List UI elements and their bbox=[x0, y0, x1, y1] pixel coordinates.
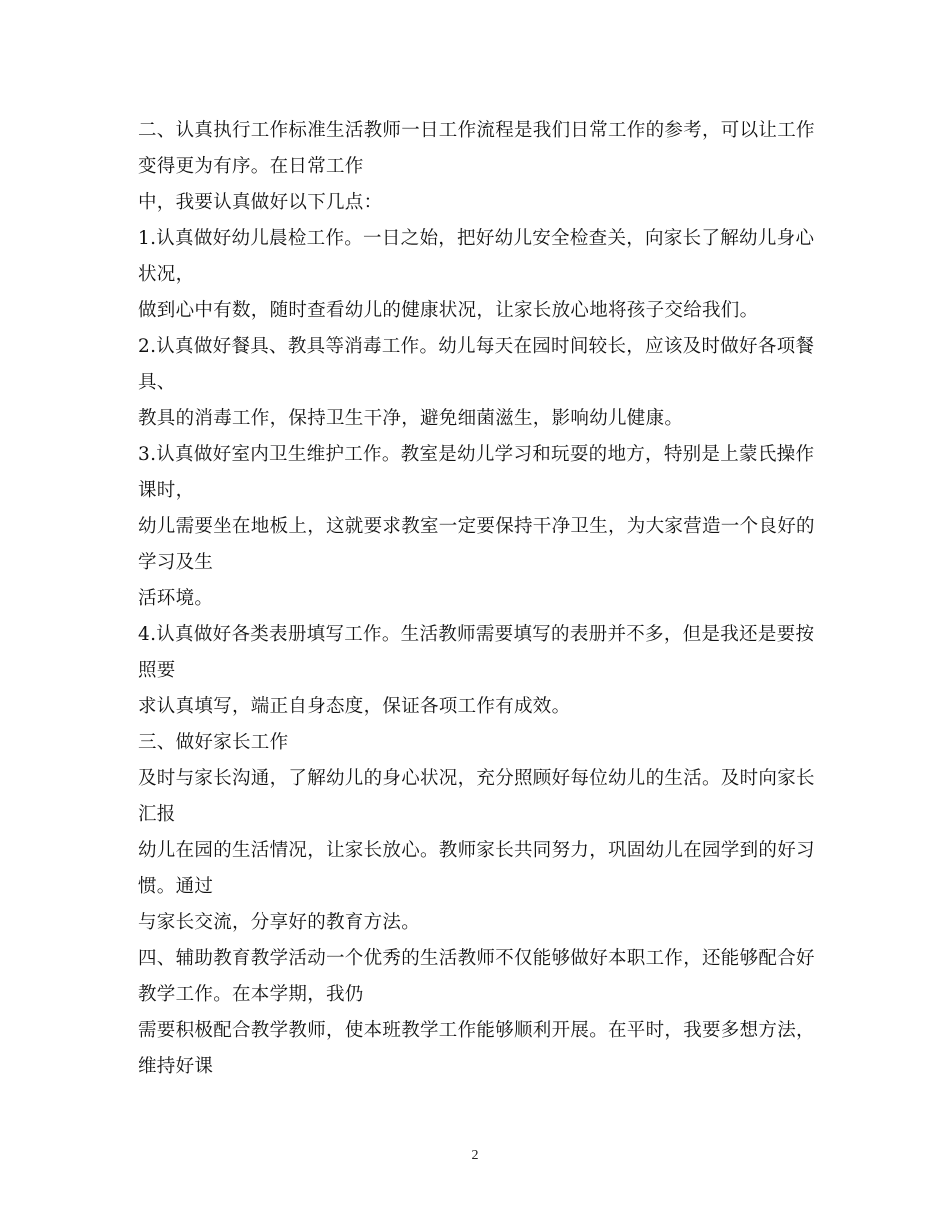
text-line: 4.认真做好各类表册填写工作。生活教师需要填写的表册并不多，但是我还是要按 bbox=[138, 624, 815, 645]
text-line: 及时与家长沟通，了解幼儿的身心状况，充分照顾好每位幼儿的生活。及时向家长 bbox=[138, 768, 815, 789]
text-line: 四、辅助教育教学活动一个优秀的生活教师不仅能够做好本职工作，还能够配合好 bbox=[138, 948, 815, 969]
text-line: 二、认真执行工作标准生活教师一日工作流程是我们日常工作的参考，可以让工作 bbox=[138, 120, 815, 141]
document-body bbox=[138, 113, 818, 1085]
page-number: 2 bbox=[471, 1148, 479, 1163]
text-line: 需要积极配合教学教师，使本班教学工作能够顺利开展。在平时，我要多想方法， bbox=[138, 1020, 815, 1041]
text-line: 中，我要认真做好以下几点： bbox=[138, 192, 383, 213]
text-line: 教学工作。在本学期，我仍 bbox=[138, 984, 364, 1005]
text-line: 与家长交流，分享好的教育方法。 bbox=[138, 912, 421, 933]
text-line: 幼儿在园的生活情况，让家长放心。教师家长共同努力，巩固幼儿在园学到的好习 bbox=[138, 840, 815, 861]
text-line: 2.认真做好餐具、教具等消毒工作。幼儿每天在园时间较长，应该及时做好各项餐 bbox=[138, 336, 815, 357]
text-line: 照要 bbox=[138, 660, 176, 681]
text-line: 3.认真做好室内卫生维护工作。教室是幼儿学习和玩耍的地方，特别是上蒙氏操作 bbox=[138, 444, 815, 465]
text-line: 惯。通过 bbox=[138, 876, 214, 897]
text-line: 做到心中有数，随时查看幼儿的健康状况，让家长放心地将孩子交给我们。 bbox=[138, 300, 759, 321]
text-line: 学习及生 bbox=[138, 552, 214, 573]
text-line: 状况， bbox=[138, 264, 195, 285]
text-line: 幼儿需要坐在地板上，这就要求教室一定要保持干净卫生，为大家营造一个良好的 bbox=[138, 516, 815, 537]
text-line: 求认真填写，端正自身态度，保证各项工作有成效。 bbox=[138, 696, 571, 717]
text-line: 活环境。 bbox=[138, 588, 214, 609]
text-line: 维持好课 bbox=[138, 1056, 214, 1077]
text-line: 教具的消毒工作，保持卫生干净，避免细菌滋生，影响幼儿健康。 bbox=[138, 408, 684, 429]
text-line: 课时， bbox=[138, 480, 195, 501]
text-line: 汇报 bbox=[138, 804, 176, 825]
text-line: 1.认真做好幼儿晨检工作。一日之始，把好幼儿安全检查关，向家长了解幼儿身心 bbox=[138, 228, 815, 249]
text-line: 具、 bbox=[138, 372, 176, 393]
text-line: 变得更为有序。在日常工作 bbox=[138, 156, 364, 177]
text-line: 三、做好家长工作 bbox=[138, 732, 289, 753]
